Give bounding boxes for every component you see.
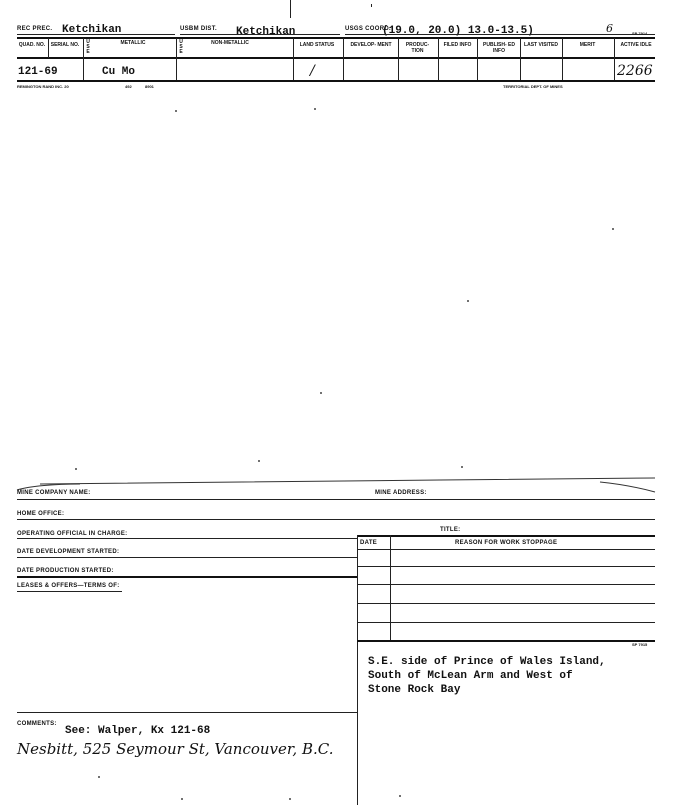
speck	[75, 468, 77, 470]
development-header: DEVELOP- MENT	[350, 42, 392, 48]
active-idle-header: ACTIVE IDLE	[620, 42, 652, 48]
merit-header: MERIT	[579, 42, 596, 48]
stoppage-row	[357, 622, 655, 623]
production-header: PRODUC- TION	[405, 42, 430, 54]
metallic-header: METALLIC	[120, 40, 146, 46]
title-label: TITLE:	[440, 527, 461, 533]
stoppage-reason-header: REASON FOR WORK STOPPAGE	[455, 540, 558, 546]
corner-mark: 6	[606, 22, 613, 35]
location-line: South of McLean Arm and West of	[368, 670, 573, 682]
quad-serial-value: 121-69	[18, 66, 58, 78]
fold-mark	[371, 4, 372, 7]
rec-prec-label: REC PREC.	[17, 26, 53, 32]
date-development-label: DATE DEVELOPMENT STARTED:	[17, 549, 120, 555]
quad-no-header: QUAD. NO.	[18, 42, 46, 48]
speck	[175, 110, 177, 112]
speck	[181, 798, 183, 800]
date-production-label: DATE PRODUCTION STARTED:	[17, 568, 114, 574]
comments-handwritten: Nesbitt, 525 Seymour St, Vancouver, B.C.	[17, 740, 334, 758]
form-number-bottom: SP 7915	[632, 642, 648, 647]
nonmetallic-header: NON-METALLIC	[211, 40, 249, 46]
fold-mark	[290, 0, 291, 18]
mine-address-label: MINE ADDRESS:	[375, 490, 427, 496]
operating-official-label: OPERATING OFFICIAL IN CHARGE:	[17, 531, 128, 537]
stoppage-row	[357, 640, 655, 642]
last-visited-header: LAST VISITED	[524, 42, 558, 48]
speck	[612, 228, 614, 230]
filed-info-header: FILED INFO	[443, 42, 472, 48]
rec-prec-value: Ketchikan	[62, 24, 122, 36]
speck	[399, 795, 401, 797]
stoppage-row	[357, 603, 655, 604]
speck	[258, 460, 260, 462]
footer-code-1: 492	[125, 84, 132, 89]
comments-typed: See: Walper, Kx 121-68	[65, 725, 211, 737]
stoppage-date-header: DATE	[360, 540, 378, 546]
active-idle-value: 2266	[617, 63, 653, 79]
comments-label: COMMENTS:	[17, 721, 57, 727]
land-status-header: LAND STATUS	[299, 42, 335, 48]
usgs-coord-value: (19.0, 20.0) 13.0-13.5)	[382, 25, 534, 37]
use-nonmetallic-header: U S E	[179, 39, 183, 55]
usbm-dist-label: USBM DIST.	[180, 26, 218, 32]
location-line: Stone Rock Bay	[368, 684, 461, 696]
usgs-coord-label: USGS COORD.	[345, 26, 391, 32]
leases-label: LEASES & OFFERS—TERMS OF:	[17, 583, 120, 589]
published-info-header: PUBLISH- ED INFO	[483, 42, 515, 54]
form-number-top: SP 7914	[632, 31, 648, 36]
location-line: S.E. side of Prince of Wales Island,	[368, 656, 606, 668]
home-office-label: HOME OFFICE:	[17, 511, 65, 517]
speck	[289, 798, 291, 800]
metallic-value: Cu Mo	[102, 66, 136, 78]
land-status-value: /	[310, 63, 315, 79]
speck	[320, 392, 322, 394]
stoppage-row	[357, 584, 655, 585]
speck	[461, 466, 463, 468]
stoppage-row	[357, 566, 655, 567]
location-description	[368, 655, 606, 697]
card-edge	[0, 474, 678, 496]
speck	[467, 300, 469, 302]
printer-imprint: REMINGTON RAND INC. 20	[17, 84, 69, 89]
footer-code-2: 8901	[145, 84, 154, 89]
use-metallic-header: U S E	[86, 39, 90, 55]
speck	[98, 776, 100, 778]
department-name: TERRITORIAL DEPT. OF MINES	[503, 84, 563, 89]
mine-company-label: MINE COMPANY NAME:	[17, 490, 91, 496]
serial-no-header: SERIAL NO.	[50, 42, 80, 48]
speck	[314, 108, 316, 110]
usbm-dist-value: Ketchikan	[236, 26, 296, 38]
